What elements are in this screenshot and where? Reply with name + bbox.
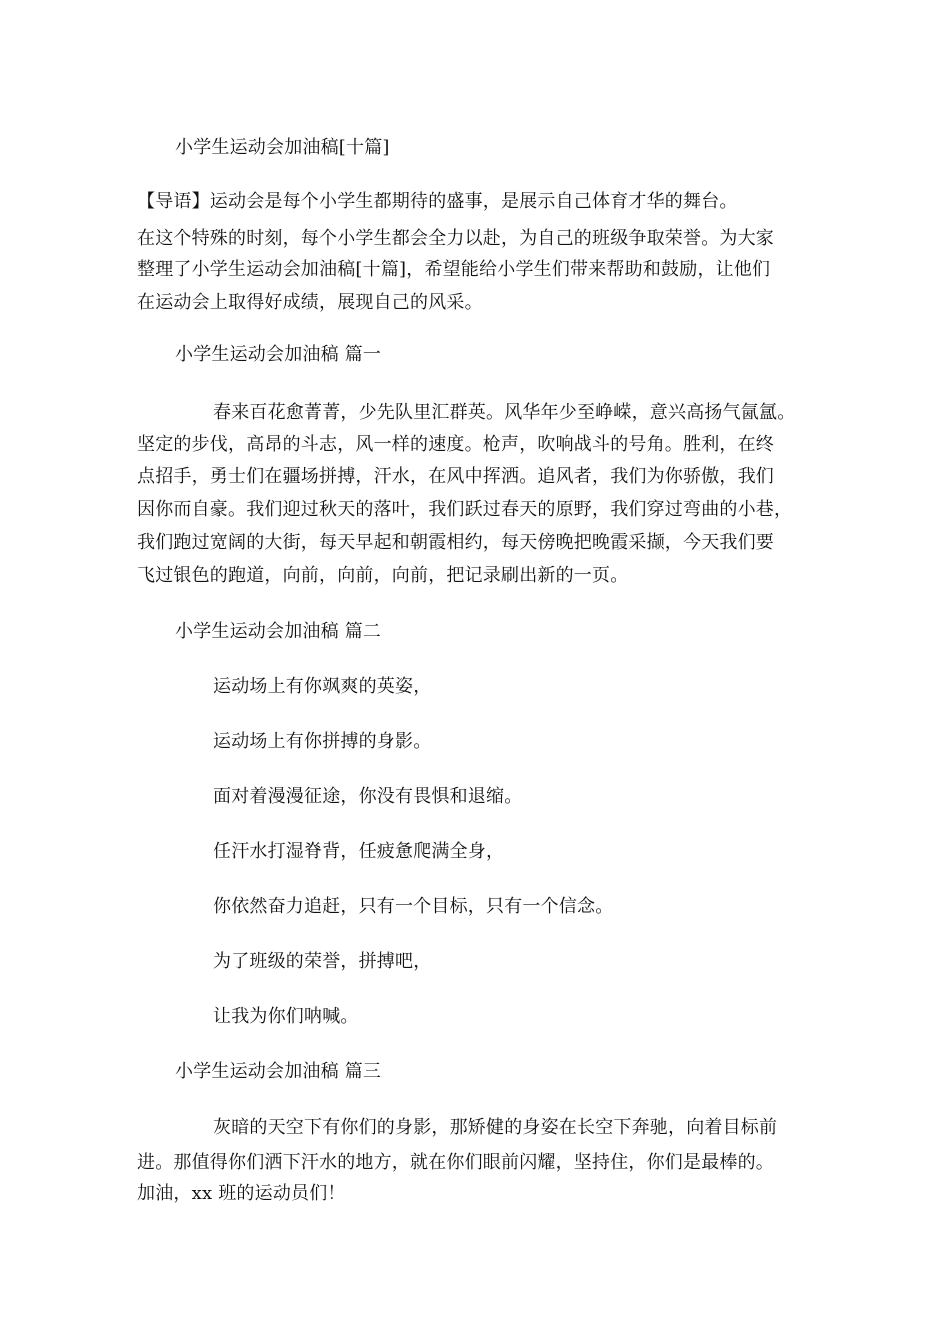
document-title: 小学生运动会加油稿[十篇] [175, 137, 390, 158]
intro-line-3: 整理了小学生运动会加油稿[十篇]，希望能给小学生们带来帮助和鼓励，让他们 [137, 259, 771, 280]
section2-line-6: 为了班级的荣誉，拼搏吧， [213, 951, 432, 972]
intro-line-4: 在运动会上取得好成绩，展现自己的风采。 [137, 292, 483, 313]
section2-line-2: 运动场上有你拼搏的身影。 [213, 731, 432, 752]
section-heading-1: 小学生运动会加油稿 篇一 [175, 344, 382, 365]
section1-line-5: 我们跑过宽阔的大街，每天早起和朝霞相约，每天傍晚把晚霞采撷，今天我们要 [137, 532, 774, 553]
section2-line-4: 任汗水打湿脊背，任疲惫爬满全身， [213, 841, 505, 862]
section3-line-2: 进。那值得你们洒下汗水的地方，就在你们眼前闪耀，坚持住，你们是最棒的。 [137, 1152, 774, 1173]
section1-line-6: 飞过银色的跑道，向前，向前，向前，把记录刷出新的一页。 [137, 565, 629, 586]
section1-line-2: 坚定的步伐，高昂的斗志，风一样的速度。枪声，吹响战斗的号角。胜利，在终 [137, 434, 774, 455]
section-heading-2: 小学生运动会加油稿 篇二 [175, 621, 382, 642]
section1-line-3: 点招手，勇士们在疆场拼搏，汗水，在风中挥洒。追风者，我们为你骄傲，我们 [137, 466, 774, 487]
section3-line-1: 灰暗的天空下有你们的身影，那矫健的身姿在长空下奔驰，向着目标前 [213, 1117, 778, 1138]
section2-line-5: 你依然奋力追赶，只有一个目标，只有一个信念。 [213, 896, 614, 917]
section-heading-3: 小学生运动会加油稿 篇三 [175, 1061, 382, 1082]
section1-line-4: 因你而自豪。我们迎过秋天的落叶，我们跃过春天的原野，我们穿过弯曲的小巷， [137, 499, 793, 520]
section1-line-1: 春来百花愈菁菁，少先队里汇群英。风华年少至峥嵘，意兴高扬气氤氲。 [213, 402, 796, 423]
intro-line-2: 在这个特殊的时刻，每个小学生都会全力以赴，为自己的班级争取荣誉。为大家 [137, 228, 774, 249]
section3-line-3: 加油，xx 班的运动员们！ [137, 1183, 346, 1204]
intro-line-1: 【导语】运动会是每个小学生都期待的盛事，是展示自己体育才华的舞台。 [137, 191, 738, 212]
section2-line-3: 面对着漫漫征途，你没有畏惧和退缩。 [213, 786, 523, 807]
section2-line-1: 运动场上有你飒爽的英姿， [213, 676, 432, 697]
section2-line-7: 让我为你们呐喊。 [213, 1006, 359, 1027]
